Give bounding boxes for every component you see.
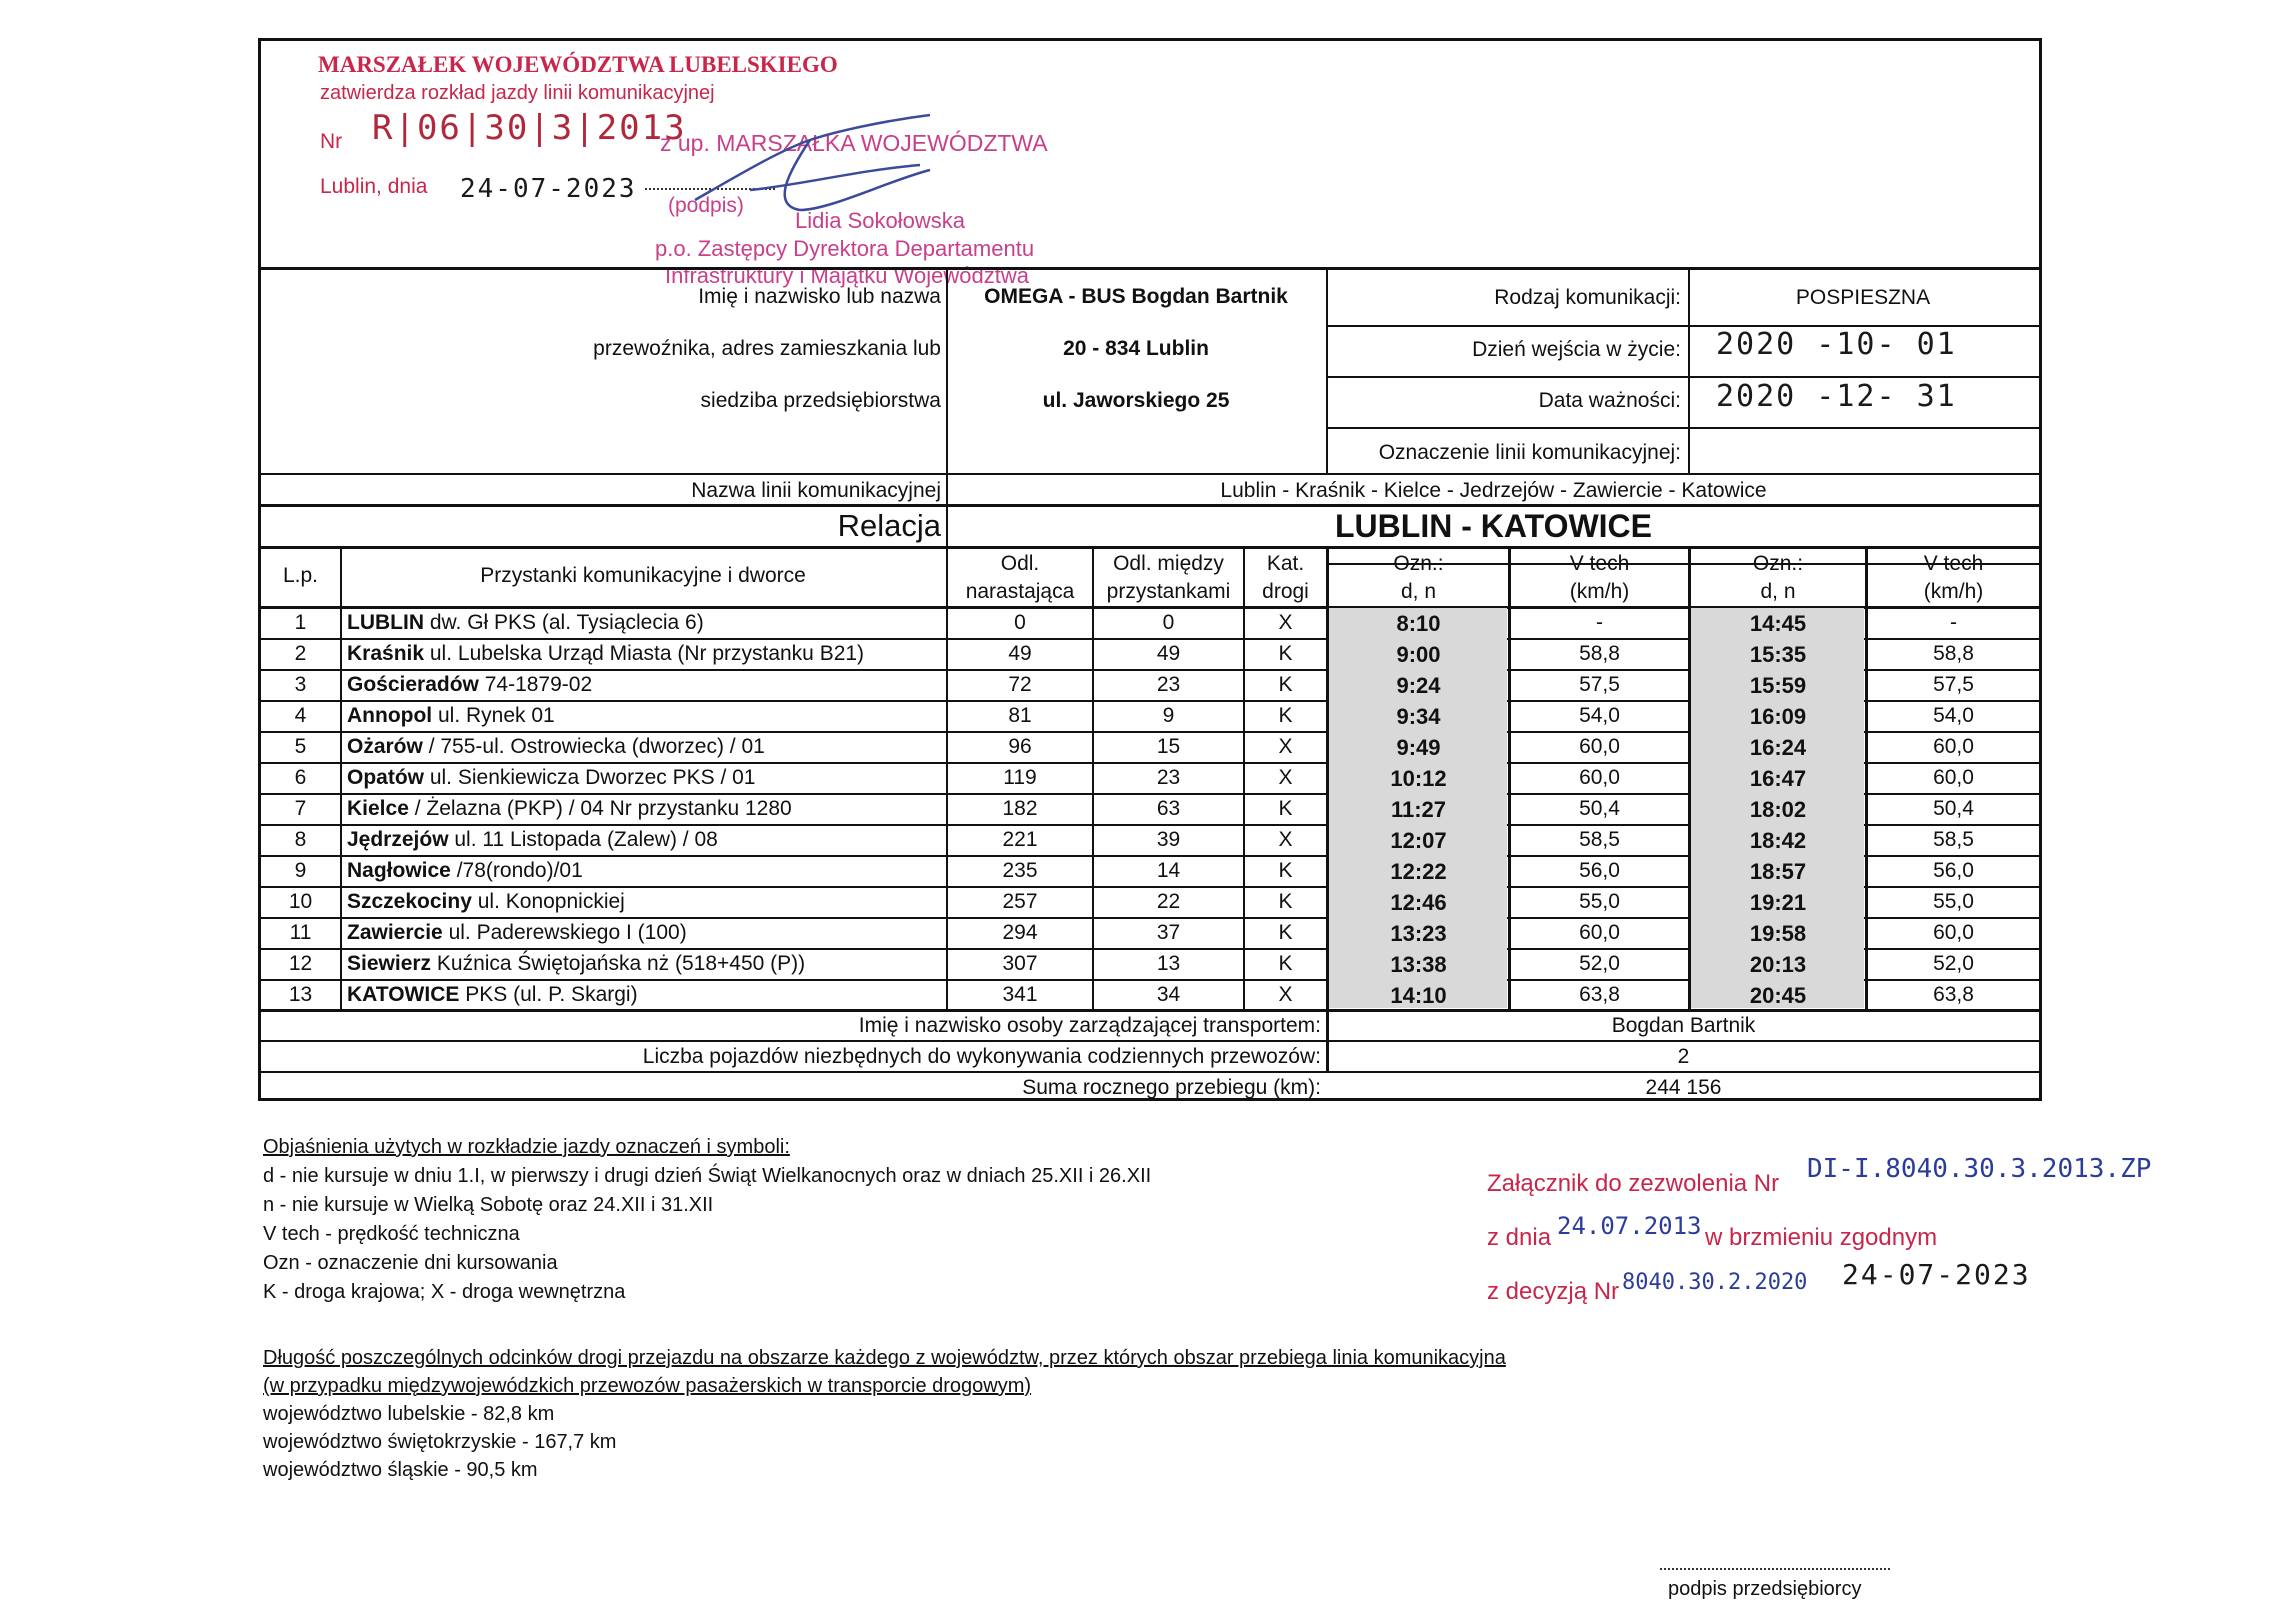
legend-d: d - nie kursuje w dniu 1.I, w pierwszy i drugi dzień Świąt Wielkanocnych oraz w dniach 25.XII i 26.XII <box>263 1165 1152 1187</box>
row-stop-name: Annopol <box>347 704 433 727</box>
row-stop-name: LUBLIN <box>347 611 424 634</box>
row-between-distance: 34 <box>1156 983 1181 1006</box>
row-road-category: X <box>1278 983 1293 1006</box>
row-between-distance: 15 <box>1156 735 1181 758</box>
row-lp: 6 <box>294 766 307 789</box>
attachment-line2-rest: w brzmieniu zgodnym <box>1705 1224 1938 1251</box>
approval-nr-label: Nr <box>320 130 343 153</box>
approval-signer: Lidia Sokołowska <box>795 208 965 233</box>
row-time-2: 19:58 <box>1749 921 1807 946</box>
row-time-2: 18:57 <box>1749 859 1807 884</box>
entrepreneur-signature-line <box>1660 1568 1890 1570</box>
row-cumulative-distance: 96 <box>1008 735 1032 758</box>
row-speed-1: 58,5 <box>1579 828 1620 851</box>
row-time-1: 8:10 <box>1396 611 1441 636</box>
row-between-distance: 9 <box>1162 704 1175 727</box>
header-lp: L.p. <box>282 564 319 587</box>
row-cumulative-distance: 182 <box>1002 797 1038 820</box>
legend-title: Objaśnienia użytych w rozkładzie jazdy oznaczeń i symboli: <box>263 1136 790 1158</box>
row-time-1: 9:00 <box>1396 642 1441 667</box>
row-time-1: 9:34 <box>1396 704 1441 729</box>
row-cumulative-distance: 81 <box>1008 704 1032 727</box>
rule-footer-top <box>261 1009 2039 1012</box>
row-cumulative-distance: 257 <box>1002 890 1038 913</box>
row-road-category: K <box>1278 952 1293 975</box>
lengths-slaskie: województwo śląskie - 90,5 km <box>263 1459 538 1481</box>
row-lp: 8 <box>294 828 307 851</box>
row-stop-detail: dw. Gł PKS (al. Tysiąclecia 6) <box>424 611 704 634</box>
row-between-distance: 22 <box>1156 890 1181 913</box>
row-stop-name: Kielce <box>347 797 409 820</box>
row-time-1: 13:23 <box>1390 921 1447 946</box>
lengths-title1: Długość poszczególnych odcinków drogi przejazdu na obszarze każdego z województw, przez których obszar przebiega linia komunikacyjna <box>263 1347 1506 1369</box>
attachment-line2-label: z dnia <box>1487 1224 1552 1251</box>
row-stop-name: KATOWICE <box>347 983 460 1006</box>
row-time-2: 14:45 <box>1749 611 1807 636</box>
row-time-2: 16:09 <box>1749 704 1807 729</box>
header-kat-b: drogi <box>1262 580 1309 603</box>
carrier-label1: Imię i nazwisko lub nazwa <box>698 285 941 308</box>
row-cumulative-distance: 72 <box>1008 673 1032 696</box>
row-speed-2: 58,5 <box>1933 828 1974 851</box>
attachment-line1-value: DI-I.8040.30.3.2013.ZP <box>1807 1154 2152 1184</box>
header-odl-cum-a: Odl. <box>1000 552 1040 575</box>
approval-podpis: (podpis) <box>668 194 744 217</box>
row-speed-1: - <box>1596 611 1603 634</box>
row-stop-detail: / 755-ul. Ostrowiecka (dworzec) / 01 <box>422 735 765 758</box>
lengths-lubelskie: województwo lubelskie - 82,8 km <box>263 1403 555 1425</box>
attachment-line1-label: Załącznik do zezwolenia Nr <box>1487 1170 1780 1197</box>
row-stop <box>347 828 718 852</box>
line-name-label: Nazwa linii komunikacyjnej <box>691 479 941 502</box>
row-stop <box>347 890 625 914</box>
row-stop-detail: ul. Sienkiewicza Dworzec PKS / 01 <box>424 766 756 789</box>
row-stop-detail: Kuźnica Świętojańska nż (518+450 (P)) <box>431 952 806 975</box>
approval-date: 24-07-2023 <box>460 174 637 204</box>
row-cumulative-distance: 0 <box>1014 611 1026 634</box>
row-cumulative-distance: 221 <box>1002 828 1038 851</box>
vehicles-label: Liczba pojazdów niezbędnych do wykonywania codziennych przewozów: <box>642 1045 1321 1068</box>
approval-place: Lublin, dnia <box>320 175 428 198</box>
row-time-2: 16:47 <box>1749 766 1807 791</box>
row-between-distance: 37 <box>1156 921 1181 944</box>
row-time-1: 9:24 <box>1396 673 1441 698</box>
header-vtech2-b: (km/h) <box>1923 580 1984 603</box>
row-lp: 11 <box>289 921 312 944</box>
row-speed-2: 54,0 <box>1933 704 1974 727</box>
relacja-label: Relacja <box>837 508 941 543</box>
row-stop-name: Ożarów <box>347 735 423 758</box>
line-name-value: Lublin - Kraśnik - Kielce - Jedrzejów - Zawiercie - Katowice <box>1220 479 1767 502</box>
attachment-line3-label: z decyzją Nr <box>1487 1278 1620 1305</box>
row-speed-1: 55,0 <box>1579 890 1620 913</box>
row-stop <box>347 611 704 635</box>
row-stop-name: Gościeradów <box>347 673 479 696</box>
row-time-2: 19:21 <box>1749 890 1807 915</box>
lengths-title2: (w przypadku międzywojewódzkich przewozów pasażerskich w transporcie drogowym) <box>263 1375 1032 1397</box>
row-between-distance: 39 <box>1156 828 1181 851</box>
row-stop-name: Siewierz <box>347 952 432 975</box>
row-between-distance: 49 <box>1156 642 1181 665</box>
approval-signer-role: p.o. Zastępcy Dyrektora Departamentu <box>655 236 1035 261</box>
row-cumulative-distance: 294 <box>1002 921 1038 944</box>
row-time-2: 20:13 <box>1749 952 1807 977</box>
row-speed-2: 50,4 <box>1933 797 1974 820</box>
row-road-category: K <box>1278 642 1293 665</box>
row-lp: 12 <box>288 952 313 975</box>
row-lp: 9 <box>294 859 307 882</box>
row-stop <box>347 704 555 728</box>
row-speed-2: 58,8 <box>1933 642 1974 665</box>
row-road-category: X <box>1278 828 1293 851</box>
row-time-1: 11:27 <box>1390 797 1447 822</box>
row-time-1: 12:46 <box>1390 890 1447 915</box>
carrier-name: OMEGA - BUS Bogdan Bartnik <box>984 285 1288 308</box>
row-speed-2: 55,0 <box>1933 890 1974 913</box>
rule-headers <box>261 546 2039 549</box>
row-speed-2: 57,5 <box>1933 673 1974 696</box>
row-stop <box>347 921 687 945</box>
rule-v-info <box>1326 267 1328 473</box>
row-stop-detail: ul. Lubelska Urząd Miasta (Nr przystanku B21) <box>424 642 865 665</box>
row-stop <box>347 673 592 697</box>
row-cumulative-distance: 307 <box>1002 952 1038 975</box>
rodzaj-label: Rodzaj komunikacji: <box>1494 286 1681 309</box>
approval-authority: MARSZAŁEK WOJEWÓDZTWA LUBELSKIEGO <box>318 52 838 77</box>
row-time-2: 16:24 <box>1749 735 1807 760</box>
row-road-category: K <box>1278 859 1293 882</box>
row-cumulative-distance: 235 <box>1002 859 1038 882</box>
attachment-line2-value: 24.07.2013 <box>1557 1212 1702 1240</box>
row-road-category: K <box>1278 673 1293 696</box>
rule-v-carrier <box>946 267 948 546</box>
row-time-1: 12:07 <box>1390 828 1447 853</box>
header-vtech1-b: (km/h) <box>1569 580 1630 603</box>
row-speed-2: 56,0 <box>1933 859 1974 882</box>
row-road-category: K <box>1278 890 1293 913</box>
approval-line2: zatwierdza rozkład jazdy linii komunikacyjnej <box>320 82 715 104</box>
row-road-category: K <box>1278 797 1293 820</box>
row-speed-1: 60,0 <box>1579 735 1620 758</box>
approval-nr-value: R|06|30|3|2013 <box>372 108 687 148</box>
row-road-category: K <box>1278 921 1293 944</box>
row-time-2: 15:35 <box>1749 642 1807 667</box>
approval-zup: z up. MARSZAŁKA WOJEWÓDZTWA <box>660 130 1048 156</box>
carrier-label3: siedziba przedsiębiorstwa <box>700 389 941 412</box>
header-kat-a: Kat. <box>1266 552 1305 575</box>
wejscie-value: 2020 -10- 01 <box>1716 327 1957 362</box>
rule-relacja <box>261 504 2039 507</box>
header-stops: Przystanki komunikacyjne i dworce <box>480 564 806 587</box>
rule-v-lp <box>340 546 342 1009</box>
rodzaj-value: POSPIESZNA <box>1795 286 1931 309</box>
row-time-1: 12:22 <box>1390 859 1447 884</box>
row-speed-2: 60,0 <box>1933 735 1974 758</box>
legend-kx: K - droga krajowa; X - droga wewnętrzna <box>263 1281 626 1303</box>
row-stop <box>347 983 638 1007</box>
row-between-distance: 13 <box>1156 952 1181 975</box>
row-road-category: X <box>1278 735 1293 758</box>
mileage-value: 244 156 <box>1645 1076 1722 1099</box>
row-road-category: X <box>1278 611 1293 634</box>
carrier-city: 20 - 834 Lublin <box>1063 337 1209 360</box>
legend-ozn: Ozn - oznaczenie dni kursowania <box>263 1252 558 1274</box>
legend <box>263 1133 1151 1307</box>
header-ozn1-b: d, n <box>1400 580 1437 603</box>
legend-vtech: V tech - prędkość techniczna <box>263 1223 520 1245</box>
legend-n: n - nie kursuje w Wielką Sobotę oraz 24.XII i 31.XII <box>263 1194 714 1216</box>
row-stop-name: Kraśnik <box>347 642 425 665</box>
header-odl-between-b: przystankami <box>1106 580 1231 603</box>
row-between-distance: 23 <box>1156 673 1181 696</box>
row-stop <box>347 642 864 666</box>
carrier-label2: przewoźnika, adres zamieszkania lub <box>593 337 941 360</box>
row-speed-1: 60,0 <box>1579 921 1620 944</box>
rule-footer2 <box>261 1040 2039 1042</box>
row-time-2: 18:02 <box>1749 797 1807 822</box>
waznosc-value: 2020 -12- 31 <box>1716 379 1957 414</box>
row-lp: 3 <box>294 673 307 696</box>
row-between-distance: 14 <box>1156 859 1181 882</box>
row-road-category: X <box>1278 766 1293 789</box>
row-stop-detail: PKS (ul. P. Skargi) <box>459 983 638 1006</box>
row-lp: 1 <box>294 611 307 634</box>
row-lp: 10 <box>288 890 313 913</box>
relacja-value: LUBLIN - KATOWICE <box>1335 508 1652 544</box>
row-cumulative-distance: 341 <box>1002 983 1038 1006</box>
row-stop <box>347 797 792 821</box>
row-stop-detail: ul. Paderewskiego I (100) <box>442 921 687 944</box>
row-speed-1: 57,5 <box>1579 673 1620 696</box>
row-stop-name: Nagłowice <box>347 859 451 882</box>
rule-v-infovalue <box>1688 267 1690 473</box>
header-odl-cum-b: narastająca <box>965 580 1075 603</box>
header-vtech2-a: V tech <box>1923 552 1984 575</box>
row-stop-name: Szczekociny <box>347 890 472 913</box>
attachment-line3-value: 8040.30.2.2020 <box>1622 1270 1808 1295</box>
row-speed-1: 52,0 <box>1579 952 1620 975</box>
row-lp: 4 <box>294 704 307 727</box>
row-lp: 2 <box>294 642 307 665</box>
attachment-line3-date: 24-07-2023 <box>1842 1258 2031 1291</box>
manager-label: Imię i nazwisko osoby zarządzającej transportem: <box>858 1014 1321 1037</box>
row-cumulative-distance: 119 <box>1003 766 1037 789</box>
row-stop-detail: /78(rondo)/01 <box>450 859 583 882</box>
row-time-2: 18:42 <box>1749 828 1807 853</box>
rule-info2 <box>1326 376 2039 378</box>
timetable-sheet <box>258 38 2042 1101</box>
row-lp: 7 <box>294 797 307 820</box>
row-time-2: 15:59 <box>1749 673 1807 698</box>
waznosc-label: Data ważności: <box>1538 389 1681 412</box>
row-speed-1: 50,4 <box>1579 797 1620 820</box>
rule-header <box>261 267 2039 270</box>
header-ozn2-b: d, n <box>1760 580 1796 603</box>
row-stop-detail: 74-1879-02 <box>478 673 593 696</box>
row-time-1: 9:49 <box>1396 735 1441 760</box>
row-stop <box>347 735 765 759</box>
header-odl-between-a: Odl. między <box>1113 552 1224 575</box>
row-time-2: 20:45 <box>1749 983 1807 1008</box>
header-ozn2-a: Ozn.: <box>1752 552 1804 575</box>
carrier-street: ul. Jaworskiego 25 <box>1042 389 1230 412</box>
row-time-1: 10:12 <box>1390 766 1447 791</box>
rule-linename <box>261 473 2039 475</box>
header-ozn1-a: Ozn.: <box>1393 552 1444 575</box>
row-speed-1: 54,0 <box>1579 704 1620 727</box>
row-speed-1: 56,0 <box>1579 859 1620 882</box>
rule-footer3 <box>261 1071 2039 1073</box>
rule-info3 <box>1326 427 2039 429</box>
row-speed-2: 60,0 <box>1933 766 1974 789</box>
row-stop <box>347 859 583 883</box>
row-stop-detail: ul. 11 Listopada (Zalew) / 08 <box>448 828 718 851</box>
row-stop <box>347 952 805 976</box>
row-stop-name: Zawiercie <box>347 921 443 944</box>
oznaczenie-label: Oznaczenie linii komunikacyjnej: <box>1378 441 1681 464</box>
row-cumulative-distance: 49 <box>1008 642 1032 665</box>
row-road-category: K <box>1278 704 1293 727</box>
header-vtech1-a: V tech <box>1569 552 1630 575</box>
row-stop-detail: ul. Rynek 01 <box>432 704 555 727</box>
row-speed-2: 60,0 <box>1933 921 1974 944</box>
row-speed-2: 52,0 <box>1933 952 1974 975</box>
row-speed-2: 63,8 <box>1933 983 1974 1006</box>
row-speed-1: 60,0 <box>1579 766 1620 789</box>
row-lp: 13 <box>288 983 313 1006</box>
row-between-distance: 23 <box>1156 766 1181 789</box>
row-between-distance: 63 <box>1156 797 1181 820</box>
row-speed-1: 58,8 <box>1579 642 1620 665</box>
row-speed-1: 63,8 <box>1579 983 1620 1006</box>
lengths <box>263 1344 1506 1484</box>
row-stop <box>347 766 755 790</box>
lengths-swietokrzyskie: województwo świętokrzyskie - 167,7 km <box>263 1431 617 1453</box>
vehicles-value: 2 <box>1677 1045 1690 1068</box>
wejscie-label: Dzień wejścia w życie: <box>1472 338 1681 361</box>
entrepreneur-signature-label: podpis przedsiębiorcy <box>1668 1578 1862 1600</box>
row-lp: 5 <box>294 735 307 758</box>
row-stop-detail: / Żelazna (PKP) / 04 Nr przystanku 1280 <box>408 797 792 820</box>
manager-value: Bogdan Bartnik <box>1611 1014 1756 1037</box>
row-time-1: 14:10 <box>1390 983 1447 1008</box>
row-stop-detail: ul. Konopnickiej <box>471 890 625 913</box>
approval-signer-dept: Infrastruktury i Majątku Województwa <box>665 263 1029 288</box>
row-speed-2: - <box>1950 611 1957 634</box>
mileage-label: Suma rocznego przebiegu (km): <box>1022 1076 1321 1099</box>
row-stop-name: Jędrzejów <box>347 828 449 851</box>
row-time-1: 13:38 <box>1390 952 1447 977</box>
row-between-distance: 0 <box>1162 611 1175 634</box>
row-stop-name: Opatów <box>347 766 424 789</box>
